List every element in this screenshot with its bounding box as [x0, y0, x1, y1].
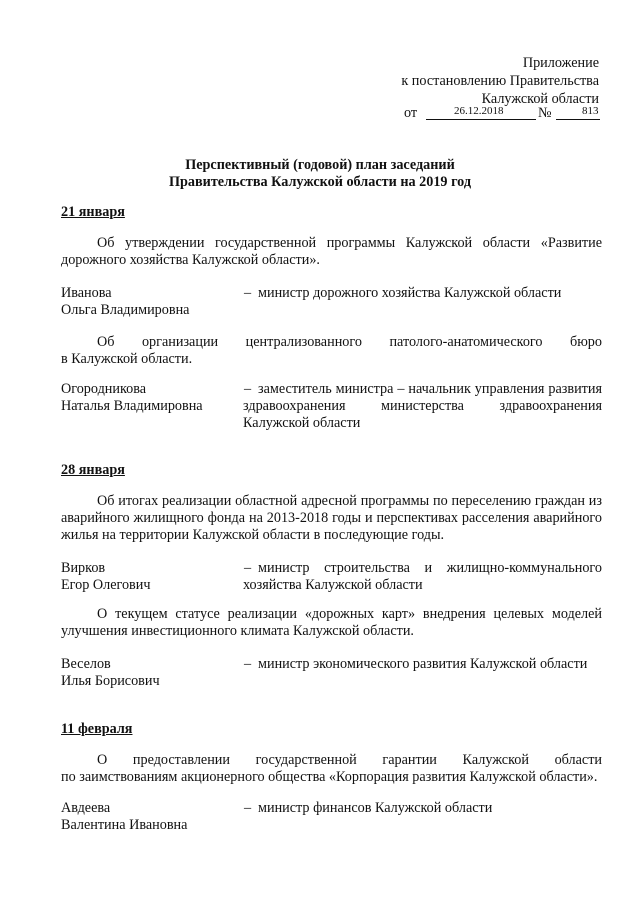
- section-date-1: 21 января: [61, 204, 125, 220]
- appendix-line-2: к постановлению Правительства: [401, 73, 599, 89]
- speaker-3-position: [243, 560, 602, 594]
- speaker-4-dash: –: [244, 656, 252, 672]
- speaker-1-position: [243, 285, 602, 302]
- speaker-1-name: Ольга Владимировна: [61, 302, 190, 318]
- speaker-2-dash: –: [244, 381, 252, 397]
- agenda-item-2-text-line-2: в Калужской области.: [61, 351, 193, 367]
- speaker-2-position: [243, 381, 602, 432]
- agenda-item-4-text: О текущем статусе реализации «дорожных карт» внедрения целевых моделей улучшения инвестиционного климата Калужской области.: [61, 606, 602, 639]
- speaker-5-position-text: министр финансов Калужской области: [258, 800, 493, 816]
- agenda-item-2-line-1: [61, 334, 602, 351]
- speaker-1-surname: Иванова: [61, 285, 112, 301]
- speaker-5-position: [243, 800, 602, 817]
- speaker-2-position-text: заместитель министра – начальник управления развития здравоохранения министерства здравоохранения Калужской области: [243, 381, 602, 431]
- speaker-4-surname: Веселов: [61, 656, 111, 672]
- speaker-4-position: [243, 656, 602, 673]
- appendix-header: [401, 54, 599, 108]
- document-title-line-2: Правительства Калужской области на 2019 год: [168, 174, 472, 190]
- document-title-line-1: Перспективный (годовой) план заседаний: [185, 157, 455, 173]
- agenda-item-2-text-line-1: Об организации централизованного патолого-анатомического бюро: [97, 334, 602, 350]
- speaker-5-surname: Авдеева: [61, 800, 111, 816]
- speaker-5-name: Валентина Ивановна: [61, 817, 188, 833]
- speaker-2-name: Наталья Владимировна: [61, 398, 203, 414]
- speaker-2-surname: Огородникова: [61, 381, 147, 397]
- speaker-4-position-text: министр экономического развития Калужской области: [258, 656, 588, 672]
- document-date: 26.12.2018: [454, 105, 504, 117]
- section-date-3: 11 февраля: [61, 721, 133, 737]
- document-number: 813: [582, 105, 599, 117]
- speaker-1-dash: –: [244, 285, 252, 301]
- speaker-3-dash: –: [244, 560, 252, 576]
- speaker-4-name: Илья Борисович: [61, 673, 160, 689]
- agenda-item-4: [61, 606, 602, 640]
- speaker-3-name: Егор Олегович: [61, 577, 151, 593]
- agenda-item-5-text-line-2: по заимствованиям акционерного общества «Корпорация развития Калужской области».: [61, 769, 598, 785]
- appendix-date-number: [404, 105, 604, 123]
- speaker-3-position-text: министр строительства и жилищно-коммунального хозяйства Калужской области: [243, 560, 602, 593]
- agenda-item-1-text: Об утверждении государственной программы Калужской области «Развитие дорожного хозяйства Калужской области».: [61, 235, 602, 268]
- appendix-line-3: Калужской области: [481, 91, 599, 107]
- number-sign: №: [538, 105, 552, 121]
- agenda-item-5-text-line-1: О предоставлении государственной гарантии Калужской области: [97, 752, 602, 768]
- speaker-1-position-text: министр дорожного хозяйства Калужской области: [258, 285, 562, 301]
- agenda-item-1: [61, 235, 602, 269]
- agenda-item-3-text: Об итогах реализации областной адресной программы по переселению граждан из аварийного жилищного фонда на 2013-2018 годы и перспективах расселения аварийного жилья на территории Калужской области в последующие годы.: [61, 493, 602, 543]
- agenda-item-5-line-1: [61, 752, 602, 769]
- section-date-2: 28 января: [61, 462, 125, 478]
- speaker-5-dash: –: [244, 800, 252, 816]
- from-label: от: [404, 105, 418, 121]
- agenda-item-3: [61, 493, 602, 544]
- speaker-3-surname: Вирков: [61, 560, 106, 576]
- appendix-line-1: Приложение: [522, 55, 599, 71]
